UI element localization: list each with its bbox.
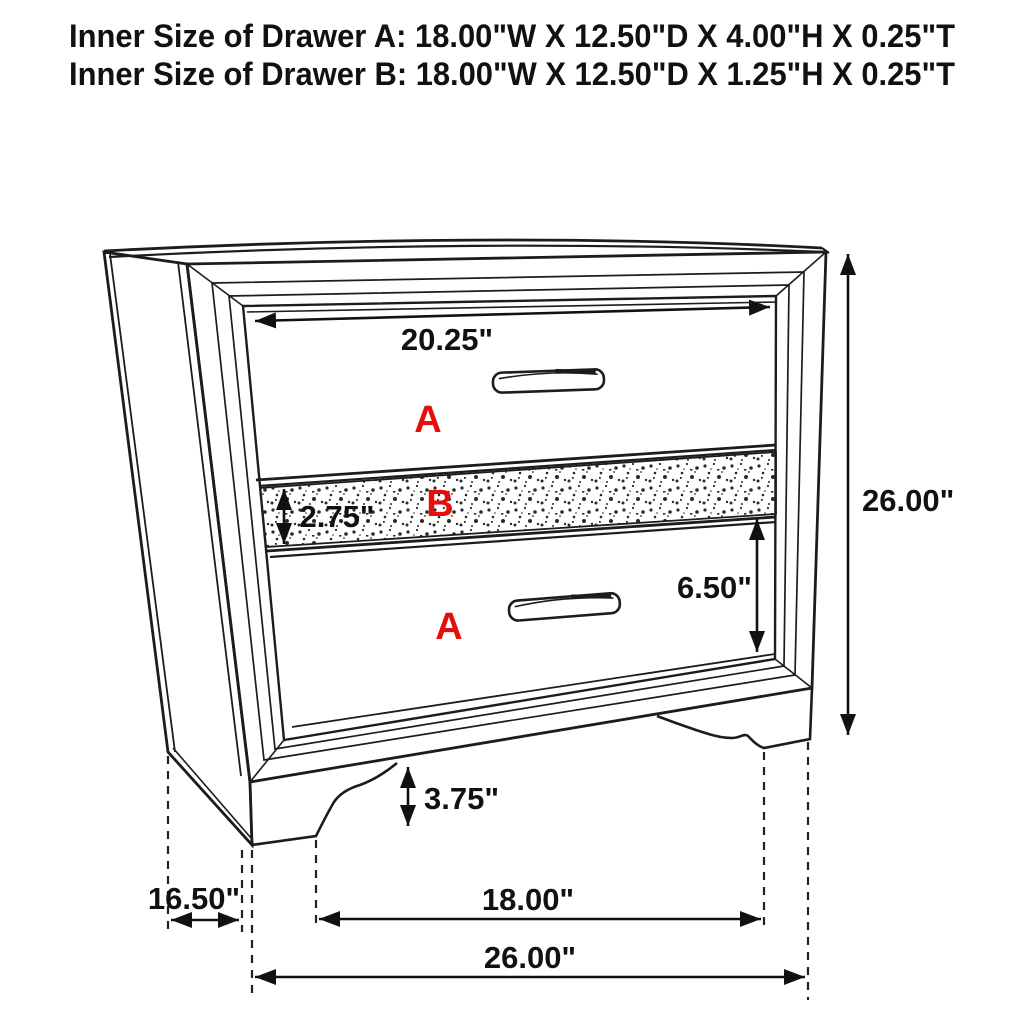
- drawer-b-label: B: [426, 483, 454, 525]
- leg-span-label: 18.00": [481, 882, 575, 917]
- drawer-a-bottom-label: A: [435, 606, 463, 648]
- side-depth-label: 16.50": [147, 881, 241, 916]
- dimension-side-depth: [148, 881, 240, 920]
- drawer-a-top-handle: [493, 369, 605, 393]
- drawer-a-height-label: 6.50": [676, 570, 752, 605]
- drawer-a-top-label: A: [414, 399, 442, 441]
- side-panel: [104, 252, 252, 845]
- left-bracket-foot: [250, 763, 397, 845]
- overall-width-label: 26.00": [483, 940, 577, 975]
- foot-height-label: 3.75": [424, 781, 500, 816]
- overall-height-label: 26.00": [862, 483, 955, 518]
- dimension-leg-span: [319, 882, 761, 919]
- dimension-overall-height: [848, 254, 954, 735]
- header-line-2: Inner Size of Drawer B: 18.00"W X 12.50"D X 1.25"H X 0.25"T: [69, 56, 956, 92]
- dimension-drawer-a-height: [677, 519, 757, 652]
- header-line-1: Inner Size of Drawer A: 18.00"W X 12.50"D X 4.00"H X 0.25"T: [69, 18, 956, 54]
- right-bracket-foot: [657, 688, 812, 748]
- header: [69, 18, 955, 92]
- drawer-b-height-label: 2.75": [299, 499, 375, 534]
- drawer-a-bottom-handle: [508, 593, 620, 622]
- dimension-foot-height: [408, 767, 499, 826]
- opening-width-label: 20.25": [400, 322, 494, 357]
- dimension-overall-width: [255, 940, 805, 977]
- dimension-opening-width: [255, 307, 770, 357]
